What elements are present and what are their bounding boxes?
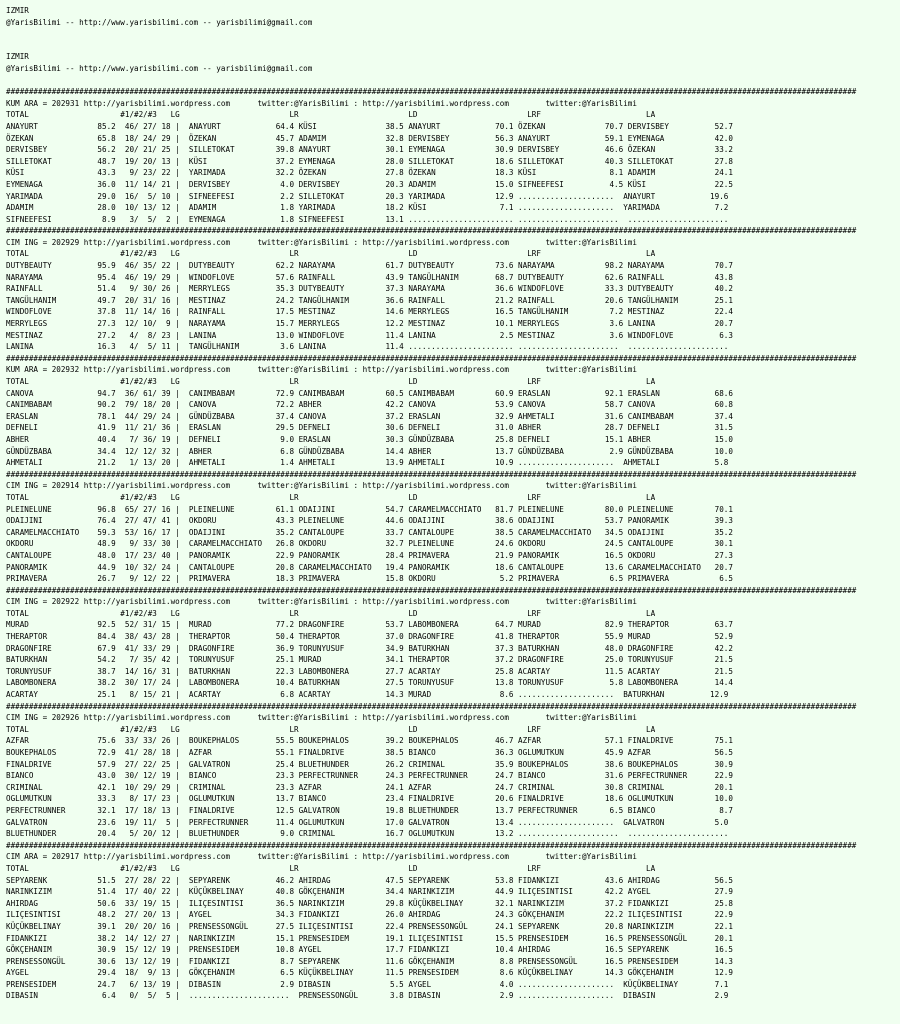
result-row: GÖKÇEHANIM 30.9 15/ 12/ 19 | PRENSESIDEM 10.8 AYGEL 17.7 FIDANKIZI 10.4 AHIRDAG 16.5 SEPYARENK 16.5 [6,945,733,955]
result-row: AHMETALI 21.2 1/ 13/ 20 | AHMETALI 1.4 AHMETALI 13.9 AHMETALI 10.9 ..................... AHMETALI 5.8 [6,458,729,468]
report-title-top: IZMIR [6,6,29,15]
column-header: TOTAL #1/#2/#3 LG LR LD LRF LA [6,110,656,120]
result-row: GÜNDÜZBABA 34.4 12/ 12/ 32 | ABHER 6.8 GÜNDÜZBABA 14.4 ABHER 13.7 GÜNDÜZBABA 2.9 GÜNDÜZBABA 10.0 [6,446,733,456]
result-row: CRIMINAL 42.1 10/ 29/ 29 | CRIMINAL 23.3 AZFAR 24.1 AZFAR 24.7 CRIMINAL 30.8 CRIMINAL 20.1 [6,782,733,792]
separator-line: ########################################################################################################################################################################################## [6,87,857,97]
result-row: CANIMBABAM 90.2 79/ 18/ 20 | CANOVA 72.2 ABHER 42.2 CANOVA 53.9 CANOVA 58.7 CANOVA 60.8 [6,400,733,410]
column-header: TOTAL #1/#2/#3 LG LR LD LRF LA [6,249,656,259]
column-header: TOTAL #1/#2/#3 LG LR LD LRF LA [6,377,656,386]
result-row: WINDOFLOVE 37.8 11/ 14/ 16 | RAINFALL 17.5 MESTINAZ 14.6 MERRYLEGS 16.5 TANGÜLHANIM 7.2 MESTINAZ 22.4 [6,307,733,317]
race-block [6,225,900,353]
separator-line: ########################################################################################################################################################################################## [6,840,857,850]
result-row: KÜÇÜKBELINAY 39.1 20/ 20/ 16 | PRENSESSONGÜL 27.5 ILIÇESINTISI 22.4 PRENSESSONGÜL 24.1 SEPYARENK 20.8 NARINKIZIM 22.1 [6,921,733,931]
result-row: ODAIJINI 76.4 27/ 47/ 41 | OKDORU 43.3 PLEINELUNE 44.6 ODAIJINI 38.6 ODAIJINI 53.7 PANORAMIK 39.3 [6,516,733,526]
race-header: CIM ING = 202922 http://yarisbilimi.wordpress.com twitter:@YarisBilimi : http://yarisbilimi.wordpress.com twitter:@YarisBilimi [6,597,637,607]
race-block [6,840,900,1002]
result-row: BLUETHUNDER 20.4 5/ 20/ 12 | BLUETHUNDER 9.0 CRIMINAL 16.7 OGLUMUTKUN 13.2 ...................... ...................... [6,829,729,839]
result-row: NARINKIZIM 51.4 17/ 40/ 22 | KÜÇÜKBELINAY 40.8 GÖKÇEHANIM 34.4 NARINKIZIM 44.9 ILIÇESINTISI 42.2 AYGEL 27.9 [6,887,733,897]
separator-line: ########################################################################################################################################################################################## [6,353,857,363]
result-row: AHIRDAG 50.6 33/ 19/ 15 | ILIÇESINTISI 36.5 NARINKIZIM 29.8 KÜÇÜKBELINAY 32.1 NARINKIZIM 37.2 FIDANKIZI 25.8 [6,898,733,908]
result-row: PRENSESIDEM 24.7 6/ 13/ 19 | DIBASIN 2.9 DIBASIN 5.5 AYGEL 4.0 ..................... KÜÇÜKBELINAY 7.1 [6,979,729,989]
result-row: ABHER 40.4 7/ 36/ 19 | DEFNELI 9.0 ERASLAN 30.3 GÜNDÜZBABA 25.8 DEFNELI 15.1 ABHER 15.0 [6,434,733,444]
result-row: FIDANKIZI 38.2 14/ 12/ 27 | NARINKIZIM 15.1 PRENSESIDEM 19.1 ILIÇESINTISI 15.5 PRENSESIDEM 16.5 PRENSESSONGÜL 20.1 [6,933,733,943]
result-row: NARAYAMA 95.4 46/ 19/ 29 | WINDOFLOVE 57.6 RAINFALL 43.9 TANGÜLHANIM 68.7 DUTYBEAUTY 62.6 RAINFALL 43.8 [6,272,733,282]
race-header: CIM ING = 202926 http://yarisbilimi.wordpress.com twitter:@YarisBilimi : http://yarisbilimi.wordpress.com twitter:@YarisBilimi [6,713,637,723]
result-row: CANTALOUPE 48.0 17/ 23/ 40 | PANORAMIK 22.9 PANORAMIK 28.4 PRIMAVERA 21.9 PANORAMIK 16.5 OKDORU 27.3 [6,550,733,560]
race-header: KUM ARA = 202932 http://yarisbilimi.wordpress.com twitter:@YarisBilimi : http://yarisbilimi.wordpress.com twitter:@YarisBilimi [6,365,637,375]
column-header: TOTAL #1/#2/#3 LG LR LD LRF LA [6,863,656,873]
result-row: ADAMIM 28.0 10/ 13/ 12 | ADAMIM 1.8 YARIMADA 18.2 KÜSI 7.1 ..................... YARIMADA 7.2 [6,203,729,213]
result-row: PANORAMIK 44.9 10/ 32/ 24 | CANTALOUPE 20.8 CARAMELMACCHIATO 19.4 PANORAMIK 18.6 CANTALOUPE 13.6 CARAMELMACCHIATO 20.7 [6,562,733,572]
result-row: BIANCO 43.0 30/ 12/ 19 | BIANCO 23.3 PERFECTRUNNER 24.3 PERFECTRUNNER 24.7 BIANCO 31.6 PERFECTRUNNER 22.9 [6,771,733,781]
races-container [6,86,900,1002]
result-row: TANGÜLHANIM 49.7 20/ 31/ 16 | MESTINAZ 24.2 TANGÜLHANIM 36.6 RAINFALL 21.2 RAINFALL 20.6 TANGÜLHANIM 25.1 [6,295,733,305]
result-row: CARAMELMACCHIATO 59.3 53/ 16/ 17 | ODAIJINI 35.2 CANTALOUPE 33.7 CANTALOUPE 38.5 CARAMELMACCHIATO 34.5 ODAIJINI 35.2 [6,527,733,537]
report-title: IZMIR [6,52,29,62]
race-block [6,469,900,585]
separator-line: ########################################################################################################################################################################################## [6,469,857,479]
separator-line: ########################################################################################################################################################################################## [6,585,857,595]
result-row: ÖZEKAN 65.8 18/ 24/ 29 | ÖZEKAN 45.7 ADAMIM 32.8 DERVISBEY 56.3 ANAYURT 59.1 EYMENAGA 42.0 [6,133,733,143]
result-row: DEFNELI 41.9 11/ 21/ 36 | ERASLAN 29.5 DEFNELI 30.6 DEFNELI 31.0 ABHER 28.7 DEFNELI 31.5 [6,423,733,433]
credit-line-top: @YarisBilimi -- http://www.yarisbilimi.com -- yarisbilimi@gmail.com [6,17,313,27]
column-header: TOTAL #1/#2/#3 LG LR LD LRF LA [6,492,656,502]
result-row: ERASLAN 78.1 44/ 29/ 24 | GÜNDÜZBABA 37.4 CANOVA 37.2 ERASLAN 32.9 AHMETALI 31.6 CANIMBABAM 37.4 [6,411,733,421]
result-row: SEPYARENK 51.5 27/ 28/ 22 | SEPYARENK 46.2 AHIRDAG 47.5 SEPYARENK 53.8 FIDANKIZI 43.6 AHIRDAG 56.5 [6,875,733,885]
result-row: ACARTAY 25.1 8/ 15/ 21 | ACARTAY 6.8 ACARTAY 14.3 MURAD 8.6 ..................... BATURKHAN 12.9 [6,690,729,700]
result-row: LANINA 16.3 4/ 5/ 11 | TANGÜLHANIM 3.6 LANINA 11.4 ....................... ...................... ...................... [6,342,729,352]
result-row: DERVISBEY 56.2 20/ 21/ 25 | SILLETOKAT 39.8 ANAYURT 30.1 EYMENAGA 30.9 DERVISBEY 46.6 ÖZEKAN 33.2 [6,145,733,155]
credit-line: @YarisBilimi -- http://www.yarisbilimi.com -- yarisbilimi@gmail.com [6,63,313,73]
separator-line: ########################################################################################################################################################################################## [6,701,857,711]
result-row: SIFNEEFESI 8.9 3/ 5/ 2 | EYMENAGA 1.8 SIFNEEFESI 13.1 ....................... ...................... ...................... [6,214,729,224]
race-block [6,585,900,701]
result-row: MESTINAZ 27.2 4/ 8/ 23 | LANINA 13.0 WINDOFLOVE 11.4 LANINA 2.5 MESTINAZ 3.6 WINDOFLOVE 6.3 [6,330,733,340]
result-row: SILLETOKAT 48.7 19/ 20/ 13 | KÜSI 37.2 EYMENAGA 28.0 SILLETOKAT 18.6 SILLETOKAT 40.3 SILLETOKAT 27.8 [6,156,733,166]
result-row: BOUKEPHALOS 72.9 41/ 28/ 18 | AZFAR 55.1 FINALDRIVE 38.5 BIANCO 36.3 OGLUMUTKUN 45.9 AZFAR 56.5 [6,748,733,757]
result-row: LABOMBONERA 38.2 30/ 17/ 24 | LABOMBONERA 10.4 BATURKHAN 27.5 TORUNYUSUF 13.8 TORUNYUSUF 5.8 LABOMBONERA 14.4 [6,678,733,688]
result-row: FINALDRIVE 57.9 27/ 22/ 25 | GALVATRON 25.4 BLUETHUNDER 26.2 CRIMINAL 35.9 BOUKEPHALOS 38.6 BOUKEPHALOS 30.9 [6,759,733,769]
result-row: RAINFALL 51.4 9/ 30/ 26 | MERRYLEGS 35.3 DUTYBEAUTY 37.3 NARAYAMA 36.6 WINDOFLOVE 33.3 DUTYBEAUTY 40.2 [6,284,733,294]
result-row: DRAGONFIRE 67.9 41/ 33/ 29 | DRAGONFIRE 36.9 TORUNYUSUF 34.9 BATURKHAN 37.3 BATURKHAN 48.0 DRAGONFIRE 42.2 [6,643,733,653]
column-header: TOTAL #1/#2/#3 LG LR LD LRF LA [6,724,656,734]
result-row: AYGEL 29.4 18/ 9/ 13 | GÖKÇEHANIM 6.5 KÜÇÜKBELINAY 11.5 PRENSESIDEM 8.6 KÜÇÜKBELINAY 14.3 GÖKÇEHANIM 12.9 [6,968,733,978]
result-row: GALVATRON 23.6 19/ 11/ 5 | PERFECTRUNNER 11.4 OGLUMUTKUN 17.0 GALVATRON 13.4 ..................... GALVATRON 5.0 [6,817,729,827]
result-row: YARIMADA 29.0 16/ 5/ 10 | SIFNEEFESI 2.2 SILLETOKAT 20.3 YARIMADA 12.9 ..................... ANAYURT 19.6 [6,191,729,201]
race-block [6,86,900,225]
result-row: TORUNYUSUF 38.7 14/ 16/ 31 | BATURKHAN 22.3 LABOMBONERA 27.7 ACARTAY 25.8 ACARTAY 11.5 ACARTAY 21.5 [6,666,733,676]
result-row: ANAYURT 85.2 46/ 27/ 18 | ANAYURT 64.4 KÜSI 38.5 ANAYURT 70.1 ÖZEKAN 70.7 DERVISBEY 52.7 [6,121,733,131]
result-row: OGLUMUTKUN 33.3 8/ 17/ 23 | OGLUMUTKUN 13.7 BIANCO 23.4 FINALDRIVE 20.6 FINALDRIVE 18.6 OGLUMUTKUN 10.0 [6,794,733,804]
result-row: DUTYBEAUTY 95.9 46/ 35/ 22 | DUTYBEAUTY 62.2 NARAYAMA 61.7 DUTYBEAUTY 73.6 NARAYAMA 98.2 NARAYAMA 70.7 [6,261,733,271]
result-row: PLEINELUNE 96.8 65/ 27/ 16 | PLEINELUNE 61.1 ODAIJINI 54.7 CARAMELMACCHIATO 81.7 PLEINELUNE 80.0 PLEINELUNE 70.1 [6,504,733,514]
result-row: MURAD 92.5 52/ 31/ 15 | MURAD 77.2 DRAGONFIRE 53.7 LABOMBONERA 64.7 MURAD 82.9 THERAPTOR 63.7 [6,620,733,630]
result-row: DIBASIN 6.4 0/ 5/ 5 | ...................... PRENSESSONGÜL 3.8 DIBASIN 2.9 ..................... DIBASIN 2.9 [6,991,729,1001]
column-header: TOTAL #1/#2/#3 LG LR LD LRF LA [6,608,656,618]
result-row: KÜSI 43.3 9/ 23/ 22 | YARIMADA 32.2 ÖZEKAN 27.8 ÖZEKAN 18.3 KÜSI 8.1 ADAMIM 24.1 [6,168,733,178]
result-row: THERAPTOR 84.4 38/ 43/ 28 | THERAPTOR 50.4 THERAPTOR 37.0 DRAGONFIRE 41.8 THERAPTOR 55.9 MURAD 52.9 [6,632,733,642]
result-row: CANOVA 94.7 36/ 61/ 39 | CANIMBABAM 72.9 CANIMBABAM 60.5 CANIMBABAM 60.9 ERASLAN 92.1 ERASLAN 68.6 [6,388,733,398]
result-row: PRIMAVERA 26.7 9/ 12/ 22 | PRIMAVERA 18.3 PRIMAVERA 15.8 OKDORU 5.2 PRIMAVERA 6.5 PRIMAVERA 6.5 [6,574,733,584]
race-header: CIM ING = 202914 http://yarisbilimi.wordpress.com twitter:@YarisBilimi : http://yarisbilimi.wordpress.com twitter:@YarisBilimi [6,481,637,491]
race-header: KUM ARA = 202931 http://yarisbilimi.wordpress.com twitter:@YarisBilimi : http://yarisbilimi.wordpress.com twitter:@YarisBilimi [6,98,637,108]
result-row: AZFAR 75.6 33/ 33/ 26 | BOUKEPHALOS 55.5 BOUKEPHALOS 39.2 BOUKEPHALOS 46.7 AZFAR 57.1 FINALDRIVE 75.1 [6,736,733,746]
separator-line: ########################################################################################################################################################################################## [6,226,857,236]
result-row: EYMENAGA 36.0 11/ 14/ 21 | DERVISBEY 4.0 DERVISBEY 20.3 ADAMIM 15.0 SIFNEEFESI 4.5 KÜSI 22.5 [6,179,733,189]
result-row: OKDORU 48.9 9/ 33/ 30 | CARAMELMACCHIATO 26.8 OKDORU 32.7 PLEINELUNE 24.6 OKDORU 24.5 CANTALOUPE 30.1 [6,539,733,549]
result-row: MERRYLEGS 27.3 12/ 10/ 9 | NARAYAMA 15.7 MERRYLEGS 12.2 MESTINAZ 10.1 MERRYLEGS 3.6 LANINA 20.7 [6,319,733,329]
result-row: ILIÇESINTISI 48.2 27/ 20/ 13 | AYGEL 34.3 FIDANKIZI 26.0 AHIRDAG 24.3 GÖKÇEHANIM 22.2 ILIÇESINTISI 22.9 [6,910,733,920]
result-row: PERFECTRUNNER 32.1 17/ 18/ 13 | FINALDRIVE 12.5 GALVATRON 19.8 BLUETHUNDER 13.7 PERFECTRUNNER 6.5 BIANCO 8.7 [6,805,733,815]
race-block [6,701,900,840]
result-row: BATURKHAN 54.2 7/ 35/ 42 | TORUNYUSUF 25.1 MURAD 34.1 THERAPTOR 37.2 DRAGONFIRE 25.0 TORUNYUSUF 21.5 [6,655,733,665]
race-header: CIM ARA = 202917 http://yarisbilimi.wordpress.com twitter:@YarisBilimi : http://yarisbilimi.wordpress.com twitter:@YarisBilimi [6,852,637,862]
race-block [6,353,900,469]
race-header: CIM ING = 202929 http://yarisbilimi.wordpress.com twitter:@YarisBilimi : http://yarisbilimi.wordpress.com twitter:@YarisBilimi [6,237,637,247]
result-row: PRENSESSONGÜL 30.6 13/ 12/ 19 | FIDANKIZI 8.7 SEPYARENK 11.6 GÖKÇEHANIM 8.8 PRENSESSONGÜL 16.5 PRENSESIDEM 14.3 [6,956,733,966]
